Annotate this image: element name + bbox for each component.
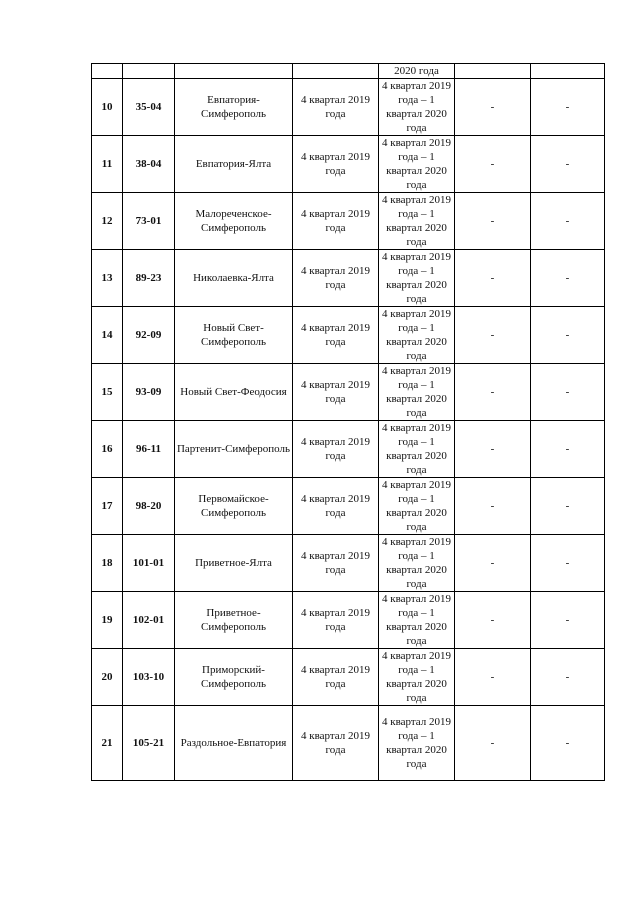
cell-code: 103-10 <box>123 649 175 706</box>
cell-code: 96-11 <box>123 421 175 478</box>
cell-col6: - <box>455 421 531 478</box>
cell-num <box>92 64 123 79</box>
cell-route: Новый Свет-Симферополь <box>175 307 293 364</box>
cell-route: Евпатория-Ялта <box>175 136 293 193</box>
cell-num: 13 <box>92 250 123 307</box>
cell-start: 4 квартал 2019 года <box>293 250 379 307</box>
cell-col7: - <box>531 193 605 250</box>
routes-table <box>91 63 605 781</box>
cell-col7 <box>531 64 605 79</box>
cell-start: 4 квартал 2019 года <box>293 535 379 592</box>
cell-num: 16 <box>92 421 123 478</box>
cell-col7: - <box>531 364 605 421</box>
table-row <box>92 136 605 193</box>
cell-start <box>293 64 379 79</box>
cell-start: 4 квартал 2019 года <box>293 307 379 364</box>
cell-col6: - <box>455 193 531 250</box>
cell-period: 4 квартал 2019 года – 1 квартал 2020 года <box>379 535 455 592</box>
cell-period: 4 квартал 2019 года – 1 квартал 2020 года <box>379 706 455 781</box>
cell-num: 10 <box>92 79 123 136</box>
cell-route <box>175 64 293 79</box>
cell-period: 4 квартал 2019 года – 1 квартал 2020 года <box>379 364 455 421</box>
cell-num: 21 <box>92 706 123 781</box>
cell-col6: - <box>455 364 531 421</box>
cell-col6: - <box>455 649 531 706</box>
table-row <box>92 592 605 649</box>
table-row <box>92 535 605 592</box>
cell-col7: - <box>531 250 605 307</box>
cell-num: 20 <box>92 649 123 706</box>
cell-period: 4 квартал 2019 года – 1 квартал 2020 года <box>379 592 455 649</box>
cell-route: Приветное-Симферополь <box>175 592 293 649</box>
table-row <box>92 250 605 307</box>
table-row <box>92 307 605 364</box>
cell-col7: - <box>531 592 605 649</box>
cell-code <box>123 64 175 79</box>
cell-code: 105-21 <box>123 706 175 781</box>
cell-col7: - <box>531 535 605 592</box>
cell-col7: - <box>531 649 605 706</box>
cell-route: Евпатория-Симферополь <box>175 79 293 136</box>
cell-num: 11 <box>92 136 123 193</box>
cell-route: Первомайское-Симферополь <box>175 478 293 535</box>
cell-col7: - <box>531 478 605 535</box>
cell-code: 101-01 <box>123 535 175 592</box>
cell-col7: - <box>531 307 605 364</box>
table-row <box>92 421 605 478</box>
cell-code: 92-09 <box>123 307 175 364</box>
cell-start: 4 квартал 2019 года <box>293 478 379 535</box>
cell-period: 4 квартал 2019 года – 1 квартал 2020 года <box>379 79 455 136</box>
cell-start: 4 квартал 2019 года <box>293 364 379 421</box>
cell-route: Новый Свет-Феодосия <box>175 364 293 421</box>
cell-route: Приморский-Симферополь <box>175 649 293 706</box>
cell-col6: - <box>455 535 531 592</box>
cell-code: 35-04 <box>123 79 175 136</box>
cell-col6: - <box>455 250 531 307</box>
table-row <box>92 478 605 535</box>
cell-period: 4 квартал 2019 года – 1 квартал 2020 года <box>379 250 455 307</box>
cell-route: Раздольное-Евпатория <box>175 706 293 781</box>
cell-start: 4 квартал 2019 года <box>293 79 379 136</box>
cell-col7: - <box>531 136 605 193</box>
cell-route: Малореченское-Симферополь <box>175 193 293 250</box>
table-row <box>92 649 605 706</box>
cell-start: 4 квартал 2019 года <box>293 649 379 706</box>
continuation-row <box>92 64 605 79</box>
cell-col7: - <box>531 706 605 781</box>
cell-num: 19 <box>92 592 123 649</box>
cell-col6 <box>455 64 531 79</box>
cell-col6: - <box>455 592 531 649</box>
cell-route: Партенит-Симферополь <box>175 421 293 478</box>
cell-period: 4 квартал 2019 года – 1 квартал 2020 года <box>379 193 455 250</box>
cell-start: 4 квартал 2019 года <box>293 592 379 649</box>
cell-start: 4 квартал 2019 года <box>293 136 379 193</box>
table-row <box>92 706 605 781</box>
cell-num: 18 <box>92 535 123 592</box>
cell-num: 15 <box>92 364 123 421</box>
cell-period: 4 квартал 2019 года – 1 квартал 2020 года <box>379 421 455 478</box>
cell-code: 93-09 <box>123 364 175 421</box>
cell-code: 73-01 <box>123 193 175 250</box>
table-row <box>92 364 605 421</box>
cell-period: 4 квартал 2019 года – 1 квартал 2020 года <box>379 307 455 364</box>
cell-col6: - <box>455 478 531 535</box>
cell-period: 4 квартал 2019 года – 1 квартал 2020 года <box>379 136 455 193</box>
cell-start: 4 квартал 2019 года <box>293 706 379 781</box>
cell-col7: - <box>531 79 605 136</box>
cell-num: 14 <box>92 307 123 364</box>
cell-start: 4 квартал 2019 года <box>293 421 379 478</box>
table-row <box>92 193 605 250</box>
cell-start: 4 квартал 2019 года <box>293 193 379 250</box>
cell-period: 4 квартал 2019 года – 1 квартал 2020 года <box>379 649 455 706</box>
cell-code: 102-01 <box>123 592 175 649</box>
cell-num: 12 <box>92 193 123 250</box>
cell-code: 38-04 <box>123 136 175 193</box>
cell-col6: - <box>455 136 531 193</box>
cell-route: Приветное-Ялта <box>175 535 293 592</box>
table-row <box>92 79 605 136</box>
cell-col7: - <box>531 421 605 478</box>
cell-code: 98-20 <box>123 478 175 535</box>
cell-route: Николаевка-Ялта <box>175 250 293 307</box>
cell-period: 2020 года <box>379 64 455 79</box>
cell-period: 4 квартал 2019 года – 1 квартал 2020 года <box>379 478 455 535</box>
cell-col6: - <box>455 307 531 364</box>
cell-col6: - <box>455 706 531 781</box>
cell-col6: - <box>455 79 531 136</box>
cell-code: 89-23 <box>123 250 175 307</box>
cell-num: 17 <box>92 478 123 535</box>
